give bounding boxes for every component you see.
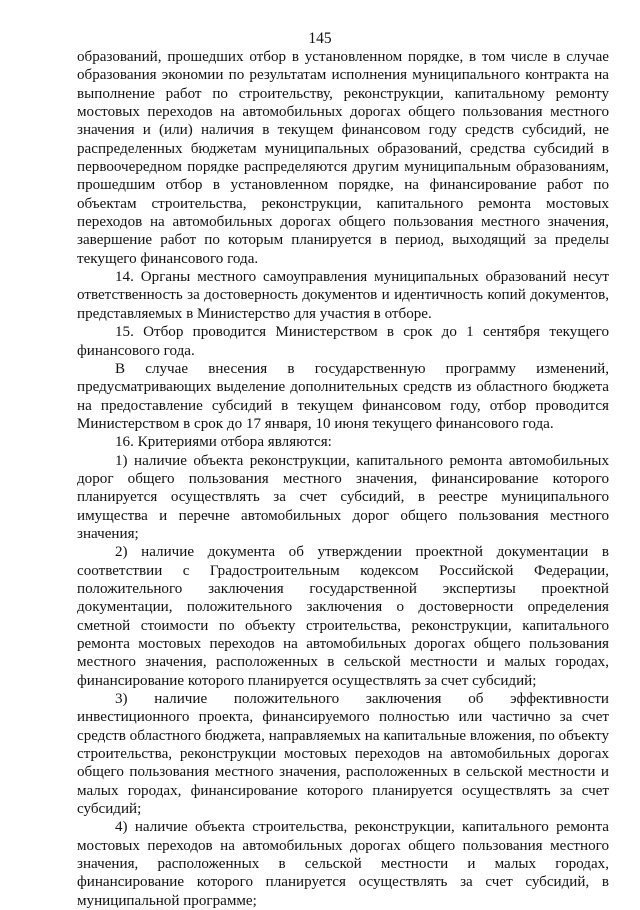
paragraph-15: 15. Отбор проводится Министерством в срок до 1 сентября текущего финансового года. [77,324,609,359]
criterion-4: 4) наличие объекта строительства, реконструкции, капитального ремонта мостовых переходов на автомобильных дорогах общего пользования местного значения, расположенных в сельской местности и малых городах, финансирование которого планируется осуществлять за счет субсидий, в муниципальной программе; [77,819,609,909]
criterion-3: 3) наличие положительного заключения об эффективности инвестиционного проекта, финансируемого полностью или частично за счет средств областного бюджета, направляемых на капитальные вложения, по объекту строительства, реконструкции мостовых переходов на автомобильных дорогах общего пользования местного значения, расположенных в сельской местности и малых городах, финансирование которого планируется осуществлять за счет субсидий; [77,691,609,818]
criterion-1: 1) наличие объекта реконструкции, капитального ремонта автомобильных дорог общего пользования местного значения, финансирование которого планируется осуществлять за счет субсидий, в реестре муниципального имущества и перечне автомобильных дорог общего пользования местного значения; [77,452,609,542]
paragraph-16-heading: 16. Критериями отбора являются: [115,434,332,451]
paragraph-14: 14. Органы местного самоуправления муниципальных образований несут ответственность за достоверность документов и идентичность копий документов, представляемых в Министерство для участия в отборе. [77,269,609,322]
paragraph-15-addition: В случае внесения в государственную программу изменений, предусматривающих выделение дополнительных средств из областного бюджета на предоставление субсидий в текущем финансовом году, отбор проводится Министерством в срок до 17 января, 10 июня текущего финансового года. [77,360,609,432]
paragraph-continuation: образований, прошедших отбор в установленном порядке, в том числе в случае образования экономии по результатам исполнения муниципального контракта на выполнение работ по строительству, реконструкции, капитальному ремонту мостовых переходов на автомобильных дорогах общего пользования местного значения и (или) наличия в текущем финансовом году средств субсидий, не распределенных бюджетам муниципальных образований, средства субсидий в первоочередном порядке распределяются другим муниципальным образованиям, прошедшим отбор в установленном порядке, на финансирование работ по объектам строительства, реконструкции, капитального ремонта мостовых переходов на автомобильных дорогах общего пользования местного значения, завершение работ по которым планируется в период, выходящий за пределы текущего финансового года. [77,49,609,267]
criterion-2: 2) наличие документа об утверждении проектной документации в соответствии с Градостроительным кодексом Российской Федерации, положительного заключения государственной экспертизы проектной документации, положительного заключения о достоверности определения сметной стоимости по объекту строительства, реконструкции, капитального ремонта мостовых переходов на автомобильных дорогах общего пользования местного значения, расположенных в сельской местности и малых городах, финансирование которого планируется осуществлять за счет субсидий; [77,544,609,689]
document-body [77,48,609,910]
page-number: 145 [308,30,332,47]
